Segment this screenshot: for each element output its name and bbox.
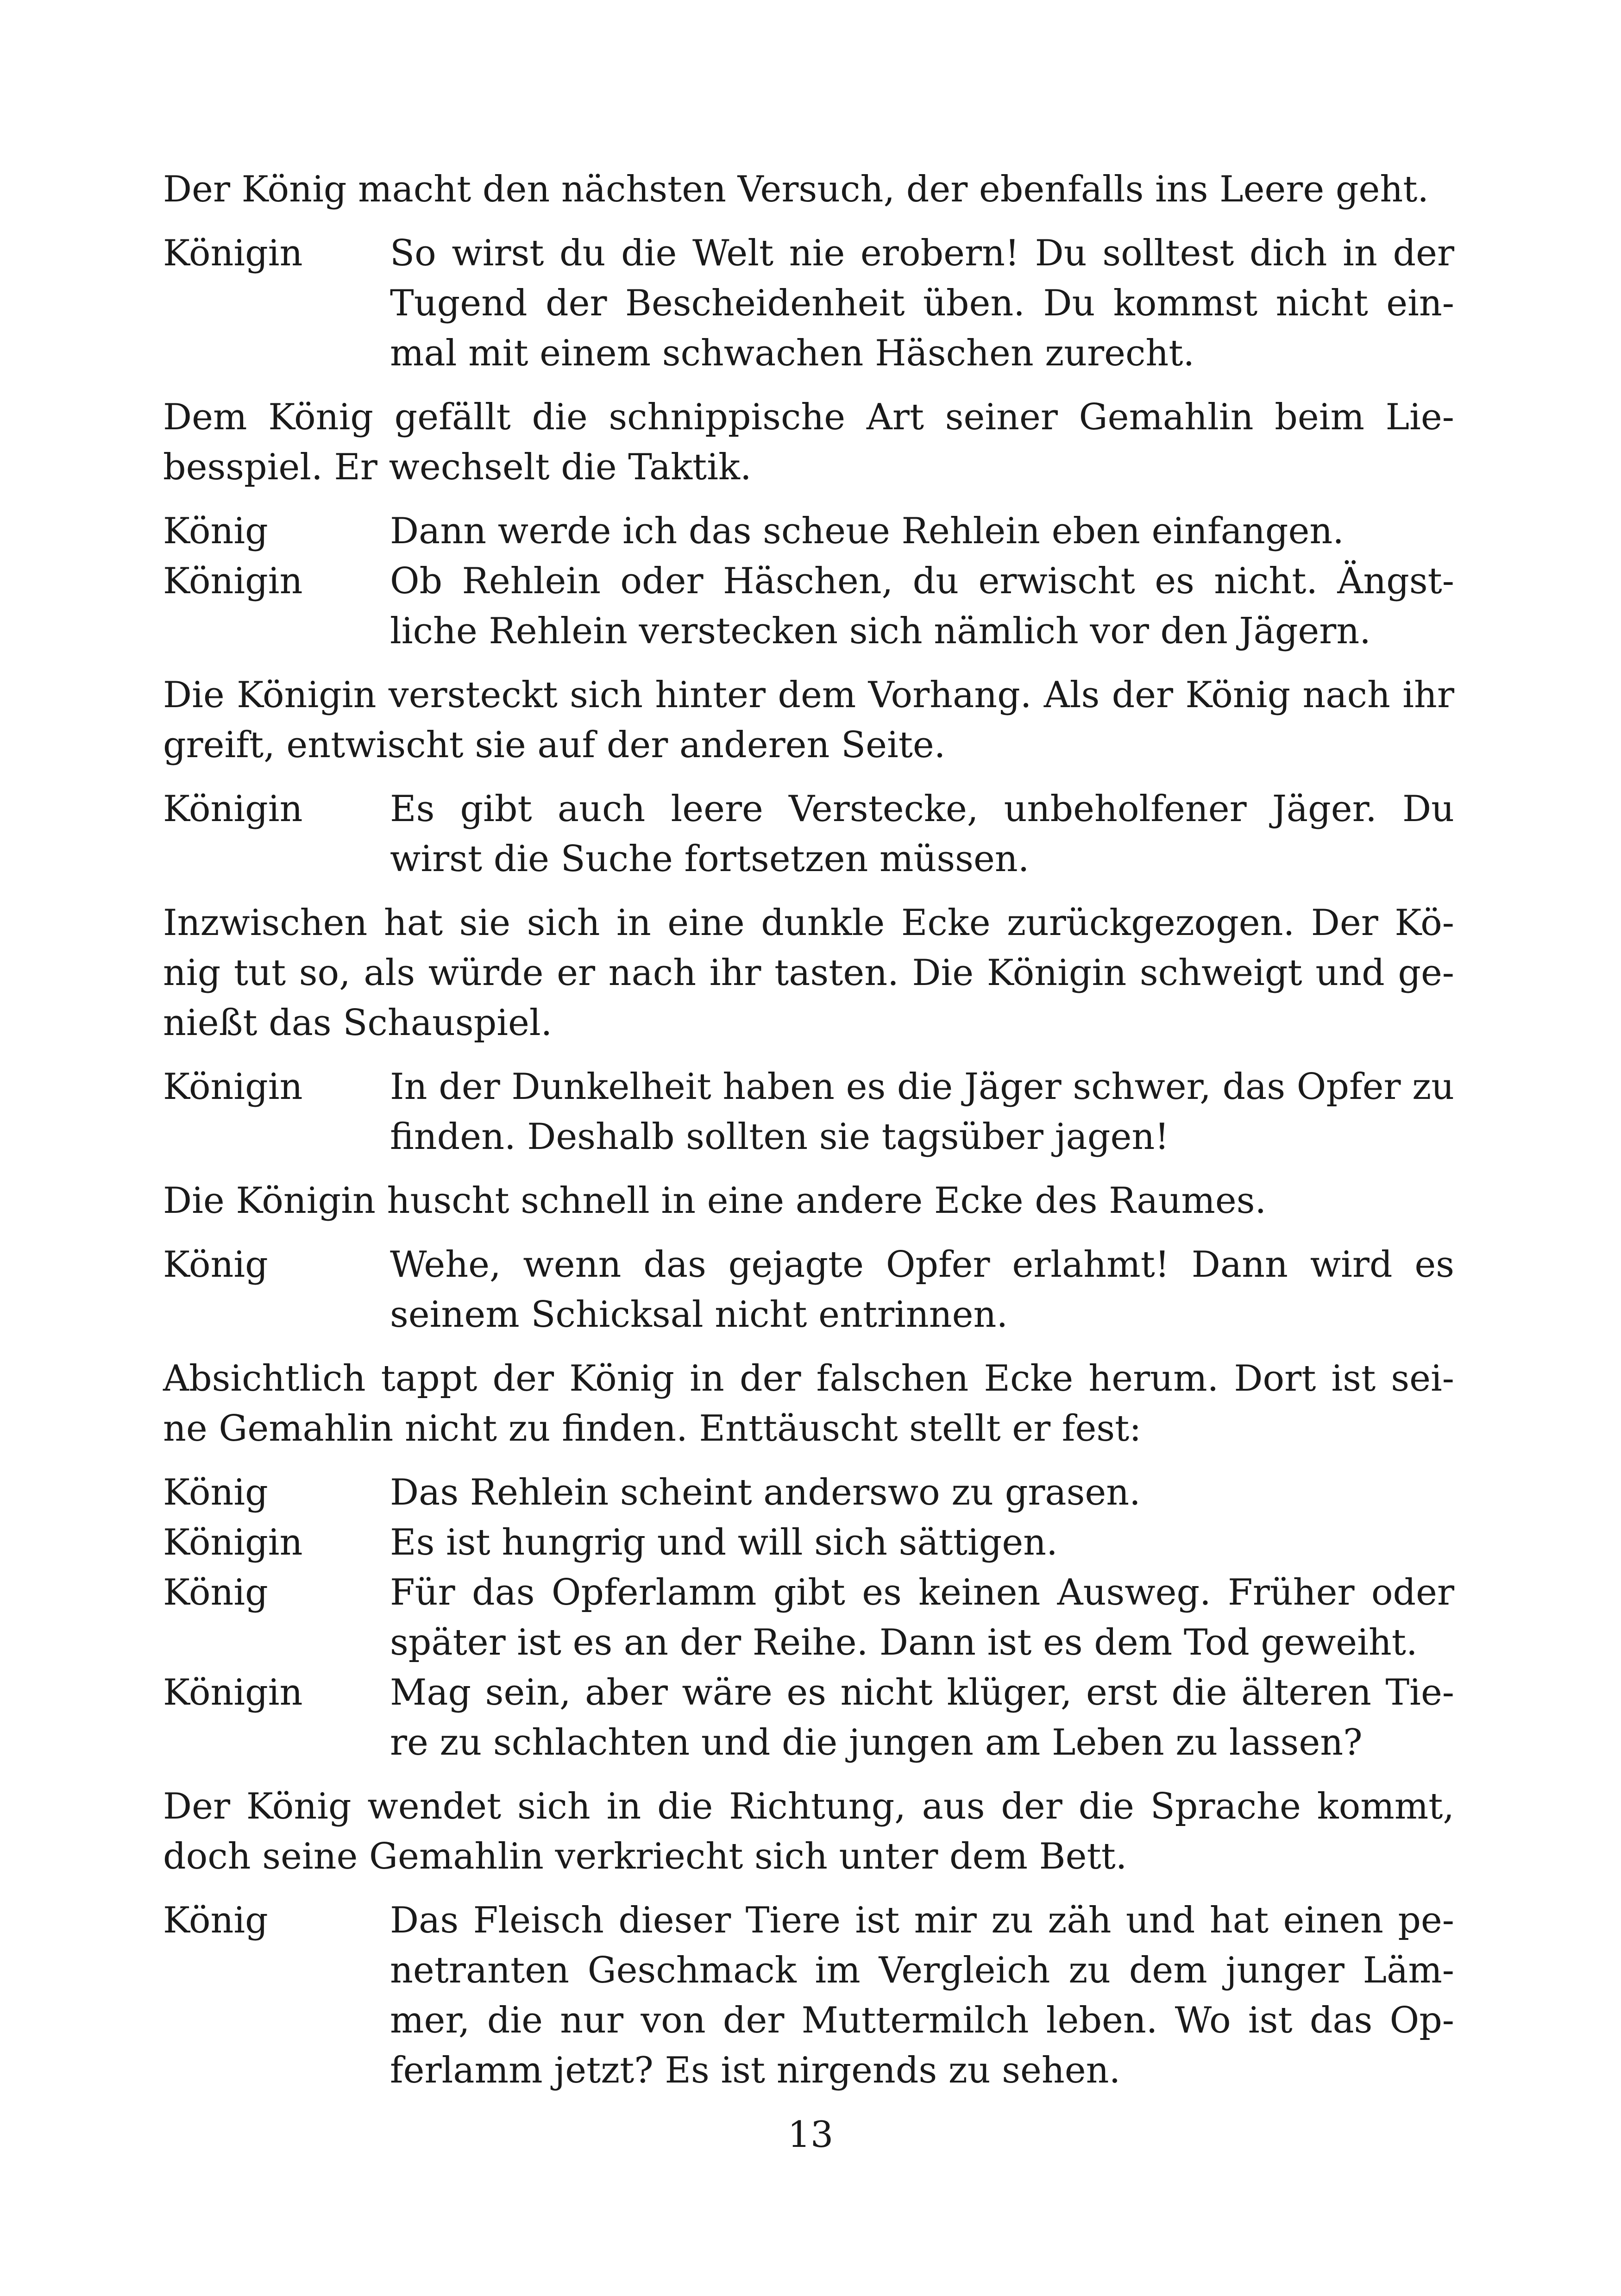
dialogue-line (163, 506, 1454, 556)
dialogue-line (163, 1468, 1454, 1518)
text-line: Das Fleisch dieser Tiere ist mir zu zäh und hat einen pe- (390, 1900, 1454, 1941)
text-line: Inzwischen hat sie sich in eine dunkle Ecke zurückgezogen. Der Kö- (163, 902, 1454, 944)
dialogue-text (390, 784, 1454, 884)
text-line: re zu schlachten und die jungen am Leben zu lassen? (390, 1722, 1363, 1763)
text-line: Es ist hungrig und will sich sättigen. (390, 1522, 1058, 1563)
speaker-name: König (163, 1572, 268, 1613)
speaker-name: König (163, 510, 268, 552)
dialogue-line (163, 1668, 1454, 1768)
speaker-name: Königin (163, 1066, 303, 1108)
stage-direction (163, 1176, 1454, 1226)
stage-direction (163, 164, 1454, 214)
text-line: Ob Rehlein oder Häschen, du erwischt es nicht. Ängst- (390, 560, 1454, 602)
text-line: seinem Schicksal nicht entrinnen. (390, 1294, 1008, 1336)
dialogue-line (163, 1240, 1454, 1340)
text-line: Dann werde ich das scheue Rehlein eben einfangen. (390, 510, 1344, 552)
dialogue-line (163, 228, 1454, 378)
text-line: später ist es an der Reihe. Dann ist es dem Tod geweiht. (390, 1622, 1418, 1663)
dialogue-text (390, 1895, 1454, 2095)
text-line: In der Dunkelheit haben es die Jäger schwer, das Opfer (390, 1066, 1401, 1108)
speaker-name: Königin (163, 1522, 303, 1563)
dialogue-line (163, 1895, 1454, 2095)
text-line: netranten Geschmack im Vergleich zu dem junger Läm- (390, 1950, 1454, 1991)
dialogue-text (390, 556, 1454, 656)
text-line: Das Rehlein scheint anderswo zu grasen. (390, 1472, 1141, 1513)
text-line: Der König macht den nächsten Versuch, der ebenfalls ins Leere geht. (163, 169, 1429, 210)
page-number: 13 (787, 2114, 834, 2156)
text-line: So wirst du die Welt nie erobern! Du solltest dich in der (390, 232, 1454, 274)
speaker-name: Königin (163, 1672, 303, 1713)
dialogue-line (163, 784, 1454, 884)
text-line: nießt das Schauspiel. (163, 1002, 553, 1044)
speaker-name: König (163, 1900, 268, 1941)
dialogue-text (390, 1668, 1454, 1768)
text-line: Der König wendet sich in die Richtung, aus der die Sprache kommt, (163, 1786, 1454, 1827)
text-line: Es gibt auch leere Verstecke, unbeholfener Jäger. Du (390, 788, 1454, 830)
text-line: ihr greift, entwischt sie auf der anderen Seite. (163, 674, 1454, 766)
text-line: Absichtlich tappt der König in der falschen Ecke herum. Dort ist sei- (163, 1358, 1454, 1399)
text-line: Für das Opferlamm gibt es keinen Ausweg. Früher oder (390, 1572, 1454, 1613)
text-line: ferlamm jetzt? Es ist nirgends zu sehen. (390, 2050, 1121, 2091)
text-line: Wehe, wenn das gejagte Opfer erlahmt! Dann wird es (390, 1244, 1454, 1286)
text-line: Dem König gefällt die schnippische Art seiner Gemahlin beim Lie- (163, 396, 1454, 438)
dialogue-text (390, 1568, 1454, 1668)
speaker-name: Königin (163, 232, 303, 274)
text-line: liche Rehlein verstecken sich nämlich vor den Jägern. (390, 610, 1371, 652)
dialogue-text (390, 228, 1454, 378)
dialogue-text (390, 1518, 1454, 1568)
speaker-name: Königin (163, 788, 303, 830)
text-line: mer, die nur von der Muttermilch leben. Wo ist das Op- (390, 2000, 1454, 2041)
dialogue-line (163, 556, 1454, 656)
text-line: Die Königin versteckt sich hinter dem Vorhang. Als der König nach (163, 674, 1390, 716)
text-line: ne Gemahlin nicht zu finden. Enttäuscht stellt er fest: (163, 1408, 1142, 1449)
text-line: Die Königin huscht schnell in eine andere Ecke des Raumes. (163, 1180, 1267, 1222)
page-body (163, 164, 1454, 2109)
text-line: nig tut so, als würde er nach ihr tasten. Die Königin schweigt und ge- (163, 952, 1454, 994)
stage-direction (163, 670, 1454, 770)
text-line: Mag sein, aber wäre es nicht klüger, erst die älteren Tie- (390, 1672, 1454, 1713)
dialogue-line (163, 1518, 1454, 1568)
dialogue-line (163, 1568, 1454, 1668)
dialogue-text (390, 1468, 1454, 1518)
dialogue-text (390, 1240, 1454, 1340)
text-line: wirst die Suche fortsetzen müssen. (390, 838, 1030, 880)
speaker-name: König (163, 1244, 268, 1286)
stage-direction (163, 898, 1454, 1048)
text-line: doch seine Gemahlin verkriecht sich unter dem Bett. (163, 1836, 1127, 1877)
speaker-name: Königin (163, 560, 303, 602)
dialogue-text (390, 1062, 1454, 1162)
text-line: mal mit einem schwachen Häschen zurecht. (390, 332, 1195, 374)
text-line: besspiel. Er wechselt die Taktik. (163, 446, 752, 488)
stage-direction (163, 1782, 1454, 1882)
stage-direction (163, 392, 1454, 492)
dialogue-text (390, 506, 1454, 556)
dialogue-line (163, 1062, 1454, 1162)
text-line: Tugend der Bescheidenheit üben. Du kommst nicht ein- (390, 282, 1454, 324)
speaker-name: König (163, 1472, 268, 1513)
stage-direction (163, 1354, 1454, 1454)
text-line: zu finden. Deshalb sollten sie tagsüber jagen! (390, 1066, 1454, 1158)
